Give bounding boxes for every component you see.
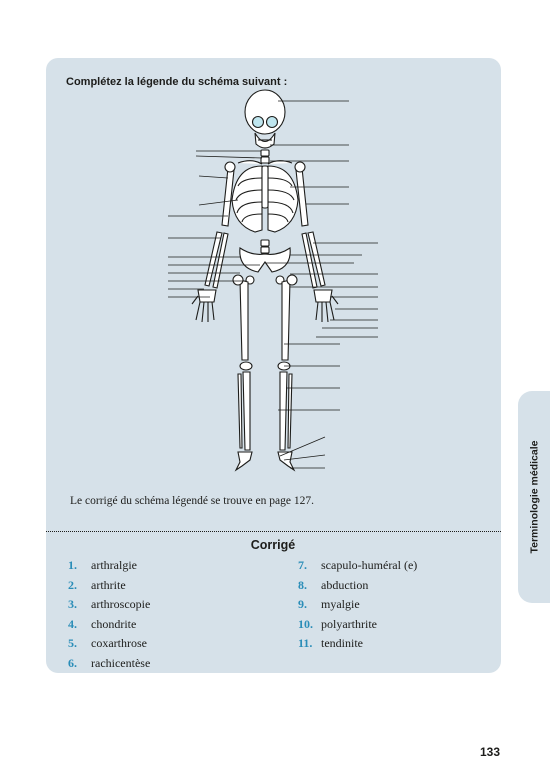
answer-number: 4. — [68, 616, 77, 631]
exercise-title: Complétez la légende du schéma suivant : — [66, 76, 288, 88]
answer-number: 7. — [298, 558, 307, 572]
list-item — [298, 558, 417, 578]
answer-number: 5. — [68, 636, 77, 650]
answer-text: coxarthrose — [91, 636, 147, 650]
page-number: 133 — [480, 745, 501, 759]
list-item — [68, 597, 150, 617]
side-tab-text: Terminologie médicale — [528, 440, 541, 554]
list-item — [68, 636, 150, 656]
answer-text: myalgie — [321, 597, 360, 611]
list-item — [68, 558, 150, 578]
answer-text: arthroscopie — [91, 597, 151, 611]
answer-list-right — [298, 558, 417, 656]
dotted-divider — [46, 531, 501, 532]
label-leader-lines — [168, 101, 378, 468]
answer-text: chondrite — [91, 616, 137, 631]
answer-text: arthralgie — [91, 558, 137, 572]
skeleton-illustration — [192, 90, 338, 470]
skeleton-diagram — [150, 88, 390, 480]
answer-text: scapulo-huméral (e) — [321, 558, 418, 572]
correction-note: Le corrigé du schéma légendé se trouve en page 127. — [70, 495, 314, 507]
answer-text: rachicentèse — [91, 655, 151, 670]
corrige-title: Corrigé — [250, 538, 296, 552]
answer-text: tendinite — [321, 636, 363, 650]
answer-number: 9. — [298, 597, 307, 611]
answer-text: abduction — [321, 577, 369, 592]
list-item — [68, 617, 150, 637]
answer-number: 2. — [68, 577, 77, 592]
list-item — [298, 597, 417, 617]
answer-text: polyarthrite — [321, 616, 377, 631]
list-item — [298, 636, 417, 656]
answer-number: 10. — [298, 616, 313, 631]
answer-number: 1. — [68, 558, 77, 572]
answer-text: arthrite — [91, 577, 126, 592]
list-item — [298, 617, 417, 637]
answer-number: 3. — [68, 597, 77, 611]
answer-number: 6. — [68, 655, 77, 670]
answer-number: 8. — [298, 577, 307, 592]
list-item — [68, 578, 150, 598]
list-item — [68, 656, 150, 676]
answer-number: 11. — [298, 636, 313, 650]
list-item — [298, 578, 417, 598]
answer-list-left — [68, 558, 150, 675]
chapter-side-tab-label — [518, 391, 550, 603]
